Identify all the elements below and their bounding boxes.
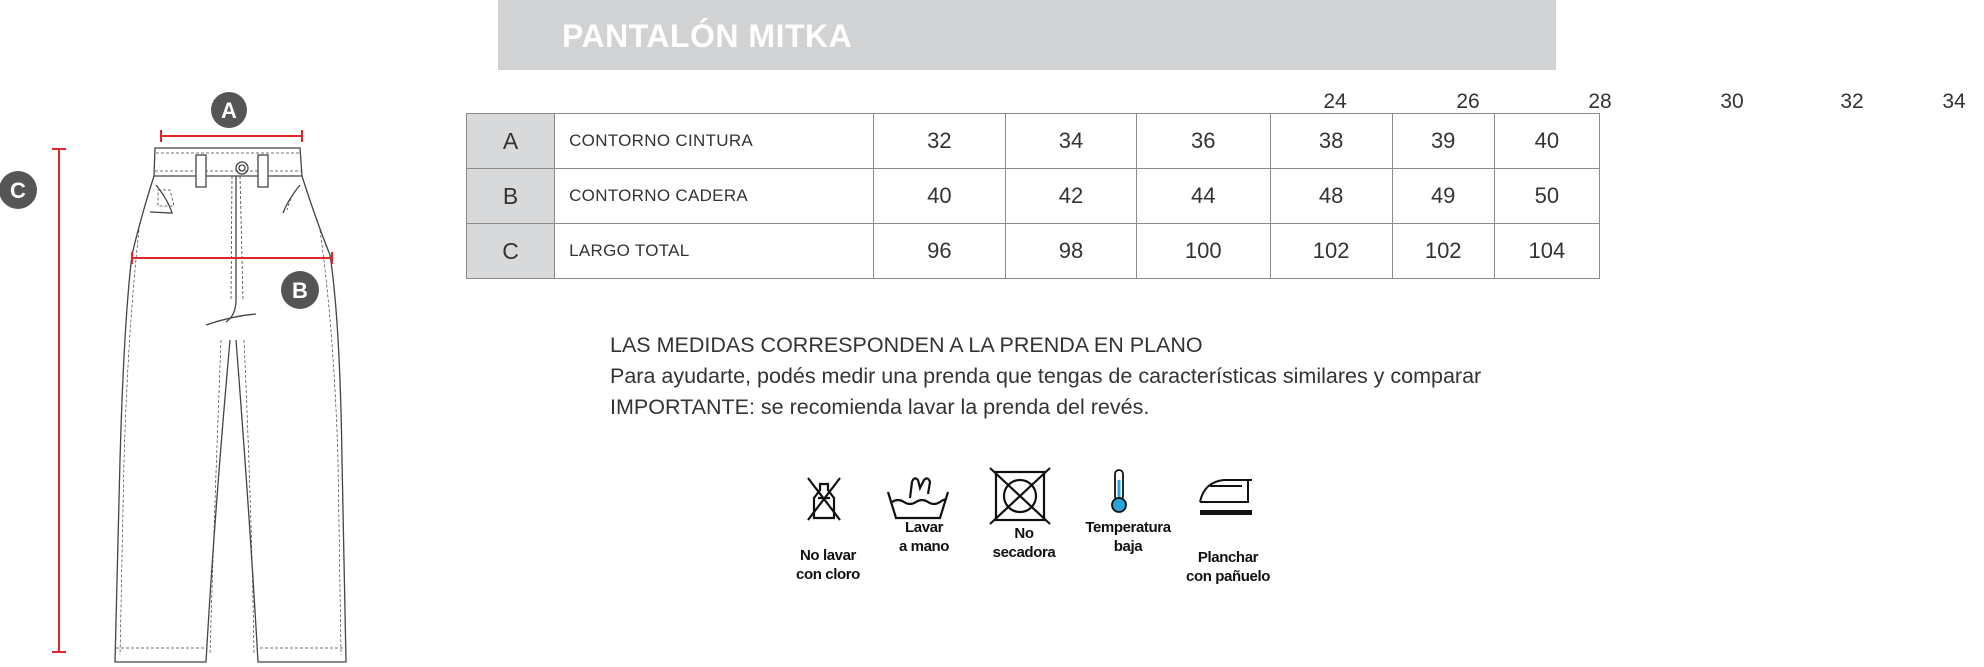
size-header: 32 [1840, 90, 1864, 113]
care-label: Planchar con pañuelo [1186, 549, 1270, 585]
no-tumble-dry-icon [976, 468, 1072, 528]
size-header: 26 [1456, 90, 1480, 113]
table-cell: 40 [1494, 114, 1599, 169]
row-label: CONTORNO CADERA [555, 169, 873, 224]
marker-a-badge [211, 92, 247, 128]
care-item-iron-with-cloth [1180, 468, 1276, 588]
measure-line-b [132, 252, 332, 264]
table-cell: 100 [1136, 224, 1270, 279]
iron-icon [1180, 468, 1276, 528]
page-title: PANTALÓN MITKA [562, 18, 853, 54]
measure-line-c [52, 149, 66, 652]
note-line: IMPORTANTE: se recomienda lavar la prenda del revés. [610, 395, 1150, 419]
marker-b-label: B [292, 278, 308, 303]
measure-line-a [161, 130, 302, 142]
size-header: 28 [1588, 90, 1612, 113]
table-cell: 98 [1006, 224, 1137, 279]
marker-a-label: A [221, 98, 237, 123]
size-header-row [864, 90, 1966, 114]
size-header: 24 [1323, 90, 1347, 113]
care-item-hand-wash [876, 468, 972, 588]
size-table [466, 113, 1600, 279]
table-cell: 96 [873, 224, 1006, 279]
table-cell: 32 [873, 114, 1006, 169]
table-cell: 104 [1494, 224, 1599, 279]
title-bar [498, 0, 1556, 70]
row-label: CONTORNO CINTURA [555, 114, 873, 169]
measurement-notes [610, 330, 1481, 423]
care-instructions [780, 468, 1272, 588]
table-cell: 40 [873, 169, 1006, 224]
table-cell: 102 [1392, 224, 1494, 279]
table-cell: 48 [1270, 169, 1392, 224]
table-cell: 49 [1392, 169, 1494, 224]
table-cell: 36 [1136, 114, 1270, 169]
row-label: LARGO TOTAL [555, 224, 873, 279]
care-label: Temperatura baja [1085, 519, 1171, 555]
note-line: Para ayudarte, podés medir una prenda que tengas de características similares y comparar [610, 364, 1482, 388]
care-label: No secadora [992, 525, 1056, 561]
care-label: Lavar a mano [898, 519, 950, 555]
row-code: B [467, 169, 555, 224]
marker-c-badge [0, 171, 37, 209]
pants-diagram [0, 85, 370, 667]
size-header: 34 [1942, 90, 1966, 113]
note-line: LAS MEDIDAS CORRESPONDEN A LA PRENDA EN PLANO [610, 333, 1203, 357]
table-cell: 38 [1270, 114, 1392, 169]
table-cell: 39 [1392, 114, 1494, 169]
no-bleach-icon [780, 468, 876, 528]
pants-outline [115, 148, 346, 662]
table-cell: 102 [1270, 224, 1392, 279]
marker-c-label: C [10, 178, 26, 203]
table-row [467, 114, 1600, 169]
table-row [467, 169, 1600, 224]
table-cell: 42 [1006, 169, 1137, 224]
care-item-low-temperature [1080, 468, 1176, 588]
table-cell: 44 [1136, 169, 1270, 224]
size-header: 30 [1720, 90, 1744, 113]
marker-b-badge [281, 271, 319, 309]
row-code: C [467, 224, 555, 279]
table-row [467, 224, 1600, 279]
table-cell: 34 [1006, 114, 1137, 169]
care-label: No lavar con cloro [796, 547, 860, 583]
care-item-no-tumble-dry [976, 468, 1072, 588]
table-cell: 50 [1494, 169, 1599, 224]
care-item-no-bleach [780, 468, 876, 588]
row-code: A [467, 114, 555, 169]
